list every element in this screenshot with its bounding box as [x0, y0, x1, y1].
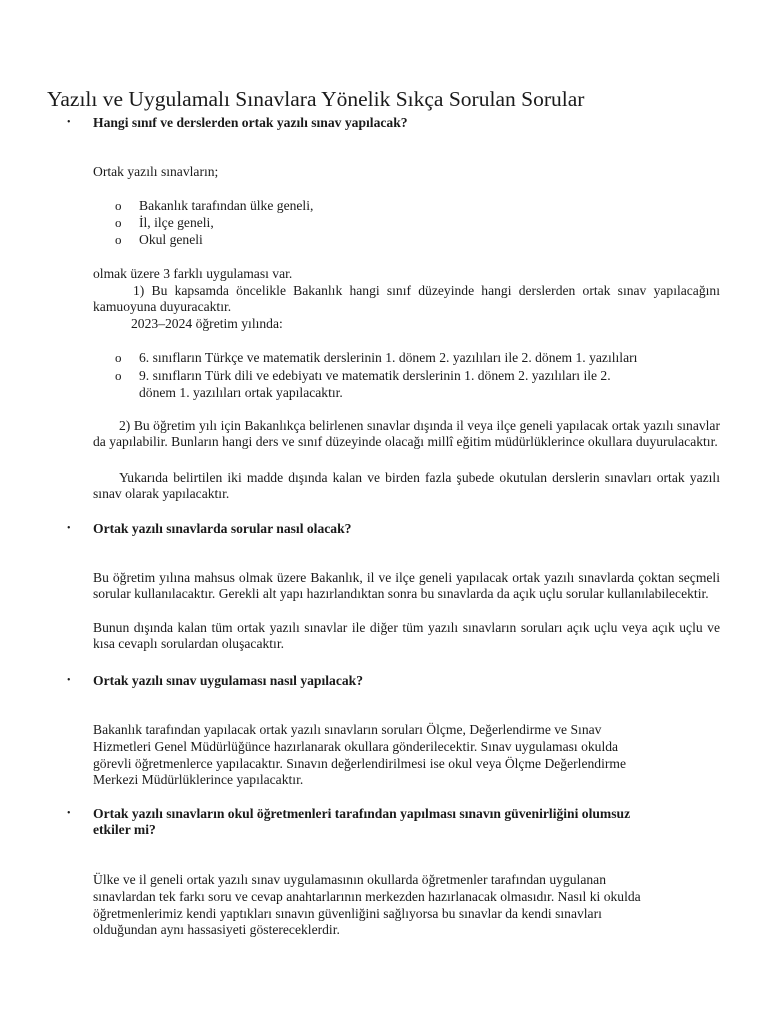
section-3-line: görevli öğretmenlerce yapılacaktır. Sınavın değerlendirilmesi ise okul veya Ölçme Değerlendirme	[93, 756, 626, 771]
sub-bullet-icon: o	[115, 198, 122, 213]
sub-bullet-icon: o	[115, 368, 122, 383]
section-3-line: Merkezi Müdürlüklerince yapılacaktır.	[93, 772, 304, 787]
section-4-line: sınavlardan tek farkı soru ve cevap anahtarlarının merkezden hazırlanacak olmasıdır. Nasıl ki okulda	[93, 889, 641, 904]
bullet-icon: •	[67, 523, 71, 534]
list-item: 6. sınıfların Türkçe ve matematik derslerinin 1. dönem 2. yazılıları ile 2. dönem 1. yazılıları	[139, 350, 638, 365]
question-4-line: etkiler mi?	[93, 822, 156, 837]
sub-bullet-icon: o	[115, 215, 122, 230]
section-4-line: olduğundan aynı hassasiyeti göstereceklerdir.	[93, 922, 340, 937]
sub-bullet-icon: o	[115, 232, 122, 247]
sub-bullet-icon: o	[115, 350, 122, 365]
section-4-line: Ülke ve il geneli ortak yazılı sınav uygulamasının okullarda öğretmenler tarafından uygulanan	[93, 872, 606, 887]
section-3-line: Bakanlık tarafından yapılacak ortak yazılı sınavların soruları Ölçme, Değerlendirme ve Sınav	[93, 722, 602, 737]
section-1-intro: Ortak yazılı sınavların;	[93, 164, 219, 179]
bullet-icon: •	[67, 675, 71, 686]
question-3: Ortak yazılı sınav uygulaması nasıl yapılacak?	[93, 673, 364, 688]
section-1-after-list: olmak üzere 3 farklı uygulaması var.	[93, 266, 293, 281]
list-item: 9. sınıfların Türk dili ve edebiyatı ve matematik derslerinin 1. dönem 2. yazılıları ile 2.	[139, 368, 611, 383]
list-item: Bakanlık tarafından ülke geneli,	[139, 198, 314, 213]
section-4-line: öğretmenlerimiz kendi yaptıkları sınavın güvenliğini sağlıyorsa bu sınavlar da kendi sınavları	[93, 906, 602, 921]
section-1-paragraph-3: Yukarıda belirtilen iki madde dışında kalan ve birden fazla şubede okutulan derslerin sınavları ortak yazılı sınav olarak yapılacaktır.	[93, 470, 720, 502]
section-3-line: Hizmetleri Genel Müdürlüğünce hazırlanarak okullara gönderilecektir. Sınav uygulaması okulda	[93, 739, 619, 754]
section-1-paragraph-2: 2) Bu öğretim yılı için Bakanlıkça belirlenen sınavlar dışında il veya ilçe geneli yapılacak ortak yazılı sınavlar da yapılabilir. Bunların hangi ders ve sınıf düzeyinde olacağı millî eğitim müdürlüklerince okullara duyurulacaktır.	[93, 418, 720, 450]
section-1-year-line: 2023–2024 öğretim yılında:	[131, 316, 283, 331]
bullet-icon: •	[67, 808, 71, 819]
list-item: İl, ilçe geneli,	[139, 215, 214, 230]
list-item-continuation: dönem 1. yazılıları ortak yapılacaktır.	[139, 385, 343, 400]
page-title: Yazılı ve Uygulamalı Sınavlara Yönelik Sıkça Sorulan Sorular	[47, 87, 585, 112]
section-2-paragraph-1: Bu öğretim yılına mahsus olmak üzere Bakanlık, il ve ilçe geneli yapılacak ortak yazılı sınavlarda çoktan seçmeli sorular kullanılacaktır. Gerekli alt yapı hazırlandıktan sonra bu sınavlarda da açık uçlu sorular kullanılabilecektir.	[93, 570, 720, 602]
question-2: Ortak yazılı sınavlarda sorular nasıl olacak?	[93, 521, 352, 536]
list-item: Okul geneli	[139, 232, 203, 247]
section-2-paragraph-2: Bunun dışında kalan tüm ortak yazılı sınavlar ile diğer tüm yazılı sınavların soruları açık uçlu veya açık uçlu ve kısa cevaplı sorulardan oluşacaktır.	[93, 620, 720, 652]
question-4-line: Ortak yazılı sınavların okul öğretmenleri tarafından yapılması sınavın güvenirliğini olumsuz	[93, 806, 631, 821]
section-1-paragraph-1: 1) Bu kapsamda öncelikle Bakanlık hangi sınıf düzeyinde hangi derslerden ortak sınav yapılacağını kamuoyuna duyuracaktır.	[93, 283, 720, 315]
bullet-icon: •	[67, 117, 71, 128]
question-1: Hangi sınıf ve derslerden ortak yazılı sınav yapılacak?	[93, 115, 408, 130]
